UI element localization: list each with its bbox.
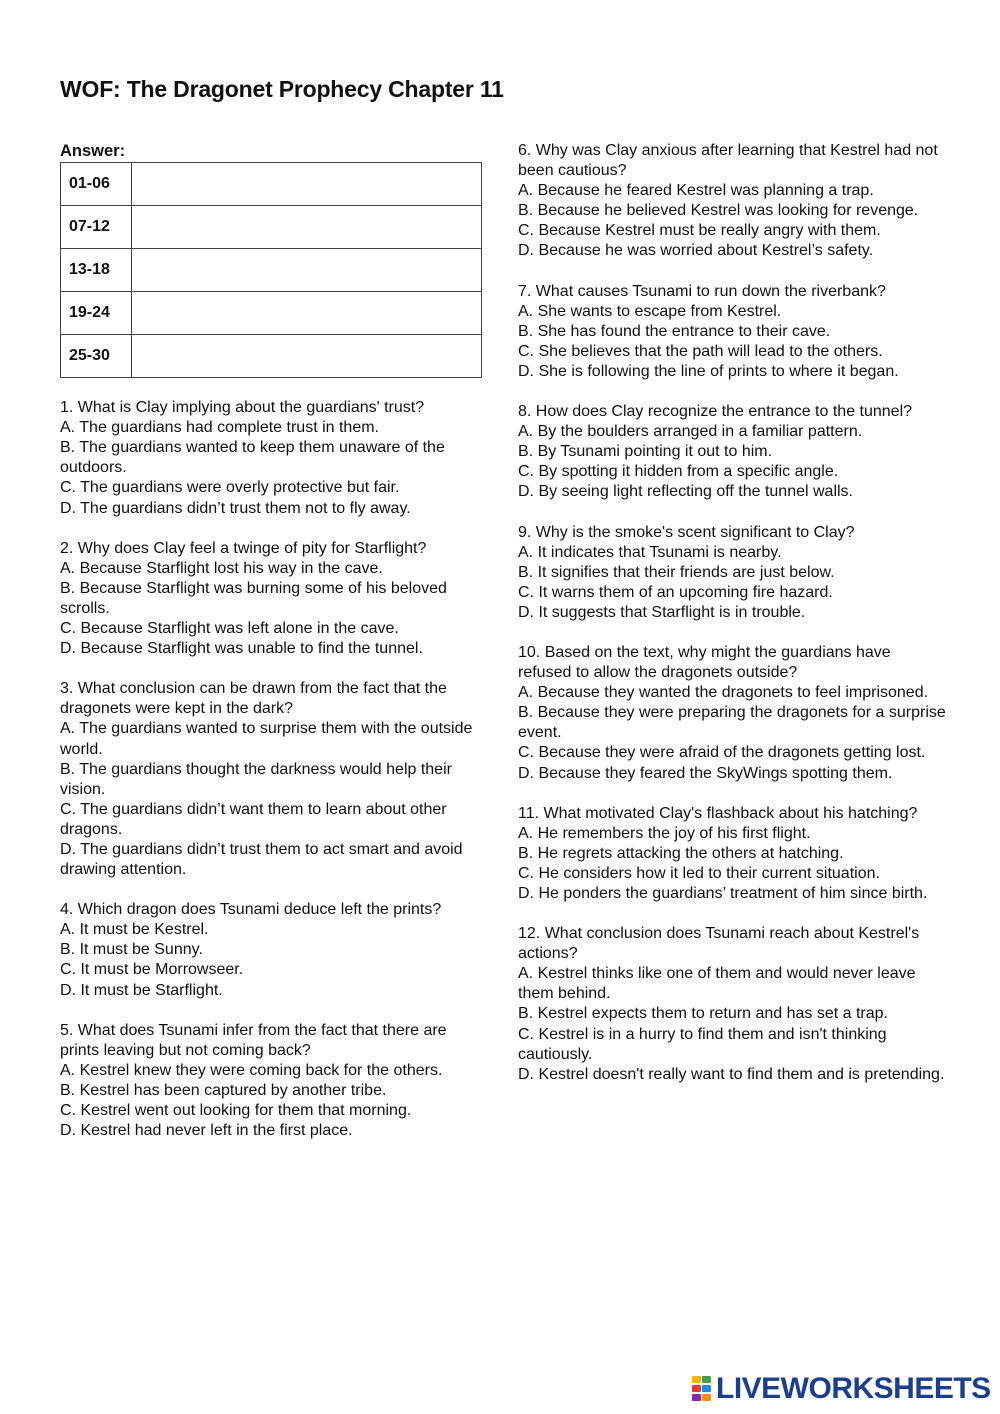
answer-row — [61, 249, 482, 292]
answer-option[interactable]: B. The guardians thought the darkness would help their vision. — [60, 760, 452, 798]
answer-option[interactable]: B. She has found the entrance to their cave. — [518, 322, 831, 340]
question-text: 5. What does Tsunami infer from the fact that there are prints leaving but not coming back? — [60, 1021, 447, 1059]
answer-option[interactable]: C. He considers how it led to their current situation. — [518, 864, 880, 882]
right-column — [518, 141, 948, 1105]
answer-option[interactable]: C. It warns them of an upcoming fire hazard. — [518, 583, 833, 601]
answer-range-label: 25-30 — [61, 335, 132, 378]
answer-option[interactable]: A. Because Starflight lost his way in the cave. — [60, 559, 383, 577]
answer-range-label: 19-24 — [61, 292, 132, 335]
answer-option[interactable]: B. He regrets attacking the others at hatching. — [518, 844, 844, 862]
question-text: 9. Why is the smoke's scent significant to Clay? — [518, 523, 855, 541]
left-column — [60, 141, 490, 1161]
question-block — [60, 398, 490, 519]
answer-option[interactable]: A. It must be Kestrel. — [60, 921, 209, 939]
question-text: 3. What conclusion can be drawn from the fact that the dragonets were kept in the dark? — [60, 680, 447, 718]
answer-input-field[interactable] — [132, 163, 482, 206]
answer-option[interactable]: D. Because Starflight was unable to find the tunnel. — [60, 640, 423, 658]
answer-option[interactable]: C. Kestrel is in a hurry to find them and isn't thinking cautiously. — [518, 1025, 887, 1063]
answer-range-label: 13-18 — [61, 249, 132, 292]
question-block — [60, 900, 490, 1000]
answer-option[interactable]: A. She wants to escape from Kestrel. — [518, 302, 782, 320]
question-text: 10. Based on the text, why might the guardians have refused to allow the dragonets outside? — [518, 643, 891, 682]
logo-blocks-icon — [692, 1376, 714, 1402]
answer-option[interactable]: A. Kestrel knew they were coming back for the others. — [60, 1061, 443, 1079]
answer-option[interactable]: D. Because they feared the SkyWings spotting them. — [518, 764, 893, 782]
answer-option[interactable]: D. Because he was worried about Kestrel’s safety. — [518, 242, 874, 260]
answer-option[interactable]: C. Because Starflight was left alone in the cave. — [60, 620, 399, 638]
answer-row — [61, 163, 482, 206]
answer-option[interactable]: D. By seeing light reflecting off the tunnel walls. — [518, 483, 853, 501]
answer-row — [61, 292, 482, 335]
answer-option[interactable]: A. He remembers the joy of his first flight. — [518, 824, 811, 842]
question-text: 8. How does Clay recognize the entrance to the tunnel? — [518, 403, 913, 421]
answer-option[interactable]: D. The guardians didn’t trust them not to fly away. — [60, 499, 411, 517]
answer-table — [60, 162, 482, 378]
answer-option[interactable]: A. Because they wanted the dragonets to feel imprisoned. — [518, 684, 929, 702]
answer-option[interactable]: C. Because Kestrel must be really angry with them. — [518, 222, 881, 240]
answer-option[interactable]: C. It must be Morrowseer. — [60, 961, 244, 979]
answer-option[interactable]: A. The guardians had complete trust in them. — [60, 419, 379, 437]
answer-option[interactable]: C. Kestrel went out looking for them that morning. — [60, 1102, 412, 1119]
answer-option[interactable]: C. Because they were afraid of the dragonets getting lost. — [518, 744, 926, 762]
question-block — [518, 402, 948, 502]
answer-option[interactable]: C. The guardians didn’t want them to learn about other dragons. — [60, 800, 447, 838]
question-text: 6. Why was Clay anxious after learning that Kestrel had not been cautious? — [518, 142, 938, 180]
logo-text: LIVEWORKSHEETS — [716, 1372, 991, 1405]
answer-option[interactable]: A. The guardians wanted to surprise them with the outside world. — [60, 720, 473, 758]
answer-option[interactable]: B. By Tsunami pointing it out to him. — [518, 443, 773, 461]
answer-option[interactable]: B. It signifies that their friends are just below. — [518, 563, 835, 581]
answer-option[interactable]: C. The guardians were overly protective but fair. — [60, 479, 400, 497]
question-text: 4. Which dragon does Tsunami deduce left the prints? — [60, 901, 442, 919]
question-block — [60, 539, 490, 660]
worksheet-title: WOF: The Dragonet Prophecy Chapter 11 — [60, 76, 504, 102]
answer-option[interactable]: B. The guardians wanted to keep them unaware of the outdoors. — [60, 439, 445, 477]
answer-option[interactable]: C. By spotting it hidden from a specific angle. — [518, 463, 839, 481]
liveworksheets-logo — [692, 1374, 991, 1404]
answer-option[interactable]: D. It must be Starflight. — [60, 981, 223, 999]
questions-left — [60, 398, 490, 1141]
question-block — [60, 1021, 490, 1142]
question-text: 1. What is Clay implying about the guardians' trust? — [60, 399, 425, 417]
question-block — [518, 523, 948, 623]
answer-option[interactable]: D. It suggests that Starflight is in trouble. — [518, 603, 806, 621]
answer-option[interactable]: A. Because he feared Kestrel was planning a trap. — [518, 182, 874, 200]
answer-input-field[interactable] — [132, 206, 482, 249]
answer-option[interactable]: D. He ponders the guardians’ treatment of him since birth. — [518, 885, 928, 902]
answer-option[interactable]: C. She believes that the path will lead to the others. — [518, 342, 883, 360]
question-text: 2. Why does Clay feel a twinge of pity for Starflight? — [60, 539, 427, 557]
answer-label: Answer: — [60, 142, 126, 160]
answer-option[interactable]: A. It indicates that Tsunami is nearby. — [518, 543, 782, 561]
question-block — [518, 141, 948, 262]
answer-option[interactable]: A. By the boulders arranged in a familiar pattern. — [518, 423, 863, 441]
answer-option[interactable]: A. Kestrel thinks like one of them and would never leave them behind. — [518, 965, 916, 1003]
question-block — [518, 804, 948, 904]
answer-option[interactable]: B. Kestrel expects them to return and has set a trap. — [518, 1005, 888, 1023]
answer-input-field[interactable] — [132, 292, 482, 335]
answer-option[interactable]: B. It must be Sunny. — [60, 941, 203, 959]
answer-row — [61, 335, 482, 378]
answer-option[interactable]: B. Because Starflight was burning some of his beloved scrolls. — [60, 579, 447, 617]
question-text: 7. What causes Tsunami to run down the riverbank? — [518, 282, 886, 300]
answer-option[interactable]: B. Kestrel has been captured by another tribe. — [60, 1081, 387, 1099]
answer-option[interactable]: D. The guardians didn’t trust them to act smart and avoid drawing attention. — [60, 840, 463, 879]
question-block — [60, 679, 490, 880]
answer-input-field[interactable] — [132, 335, 482, 378]
question-block — [518, 282, 948, 382]
questions-right — [518, 141, 948, 1085]
question-block — [518, 643, 948, 784]
answer-option[interactable]: D. Kestrel doesn't really want to find them and is pretending. — [518, 1065, 945, 1083]
question-text: 12. What conclusion does Tsunami reach about Kestrel's actions? — [518, 925, 920, 963]
answer-option[interactable]: B. Because he believed Kestrel was looking for revenge. — [518, 202, 919, 220]
answer-range-label: 01-06 — [61, 163, 132, 206]
answer-range-label: 07-12 — [61, 206, 132, 249]
answer-option[interactable]: B. Because they were preparing the dragonets for a surprise event. — [518, 704, 946, 742]
answer-row — [61, 206, 482, 249]
question-text: 11. What motivated Clay's flashback about his hatching? — [518, 804, 918, 822]
answer-option[interactable]: D. She is following the line of prints to where it began. — [518, 362, 899, 380]
answer-input-field[interactable] — [132, 249, 482, 292]
answer-option[interactable]: D. Kestrel had never left in the first place. — [60, 1122, 353, 1140]
question-block — [518, 924, 948, 1085]
